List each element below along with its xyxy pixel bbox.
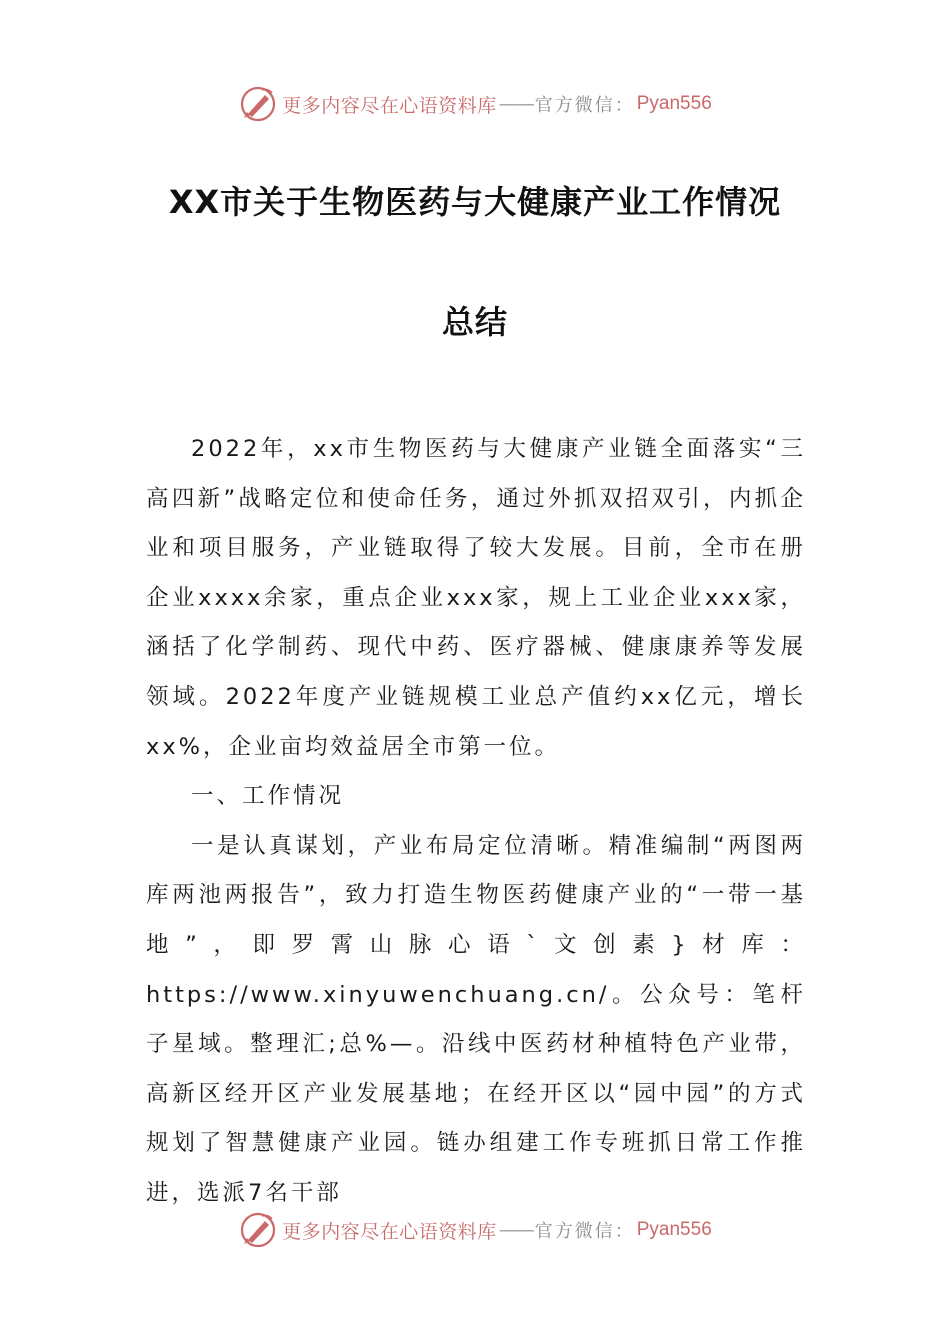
- section-heading: 一、工作情况: [191, 783, 345, 810]
- watermark-dash: ——: [498, 93, 533, 115]
- watermark-banner-bottom: [0, 1208, 950, 1252]
- watermark-main-text: 更多内容尽在心语资料库: [282, 94, 497, 117]
- pen-logo-icon: [238, 84, 278, 124]
- watermark-banner-top: [0, 82, 950, 126]
- document-title-line2: 总结: [441, 303, 508, 341]
- document-body: [146, 425, 806, 1219]
- watermark-dash: ——: [498, 1219, 533, 1241]
- watermark-wechat-id: Pyan556: [636, 1219, 712, 1240]
- pen-logo-icon: [238, 1210, 278, 1250]
- paragraph-intro: 2022年，xx市生物医药与大健康产业链全面落实“三高四新”战略定位和使命任务，通过外抓双招双引，内抓企业和项目服务，产业链取得了较大发展。目前，全市在册企业xxxx余家，重点企业xxx家，规上工业企业xxx家，涵括了化学制药、现代中药、医疗器械、健康康养等发展领域。2022年度产业链规模工业总产值约xx亿元，增长xx%，企业亩均效益居全市第一位。: [146, 436, 806, 760]
- document-title-line1: XX市关于生物医药与大健康产业工作情况: [168, 183, 782, 221]
- paragraph-work-1: 一是认真谋划，产业布局定位清晰。精准编制“两图两库两池两报告”，致力打造生物医药健康产业的“一带一基地”，即罗霄山脉心语`文创素}材库：https://www.xinyuwenchuang.cn/。公众号：笔杆子星域。整理汇;总%—。沿线中医药材种植特色产业带，高新区经开区产业发展基地；在经开区以“园中园”的方式规划了智慧健康产业园。链办组建工作专班抓日常工作推进，选派7名干部: [146, 832, 806, 1206]
- watermark-sub-text: 官方微信：: [534, 95, 635, 116]
- watermark-sub-text: 官方微信：: [534, 1221, 635, 1242]
- watermark-wechat-id: Pyan556: [636, 93, 712, 114]
- watermark-main-text: 更多内容尽在心语资料库: [282, 1220, 497, 1243]
